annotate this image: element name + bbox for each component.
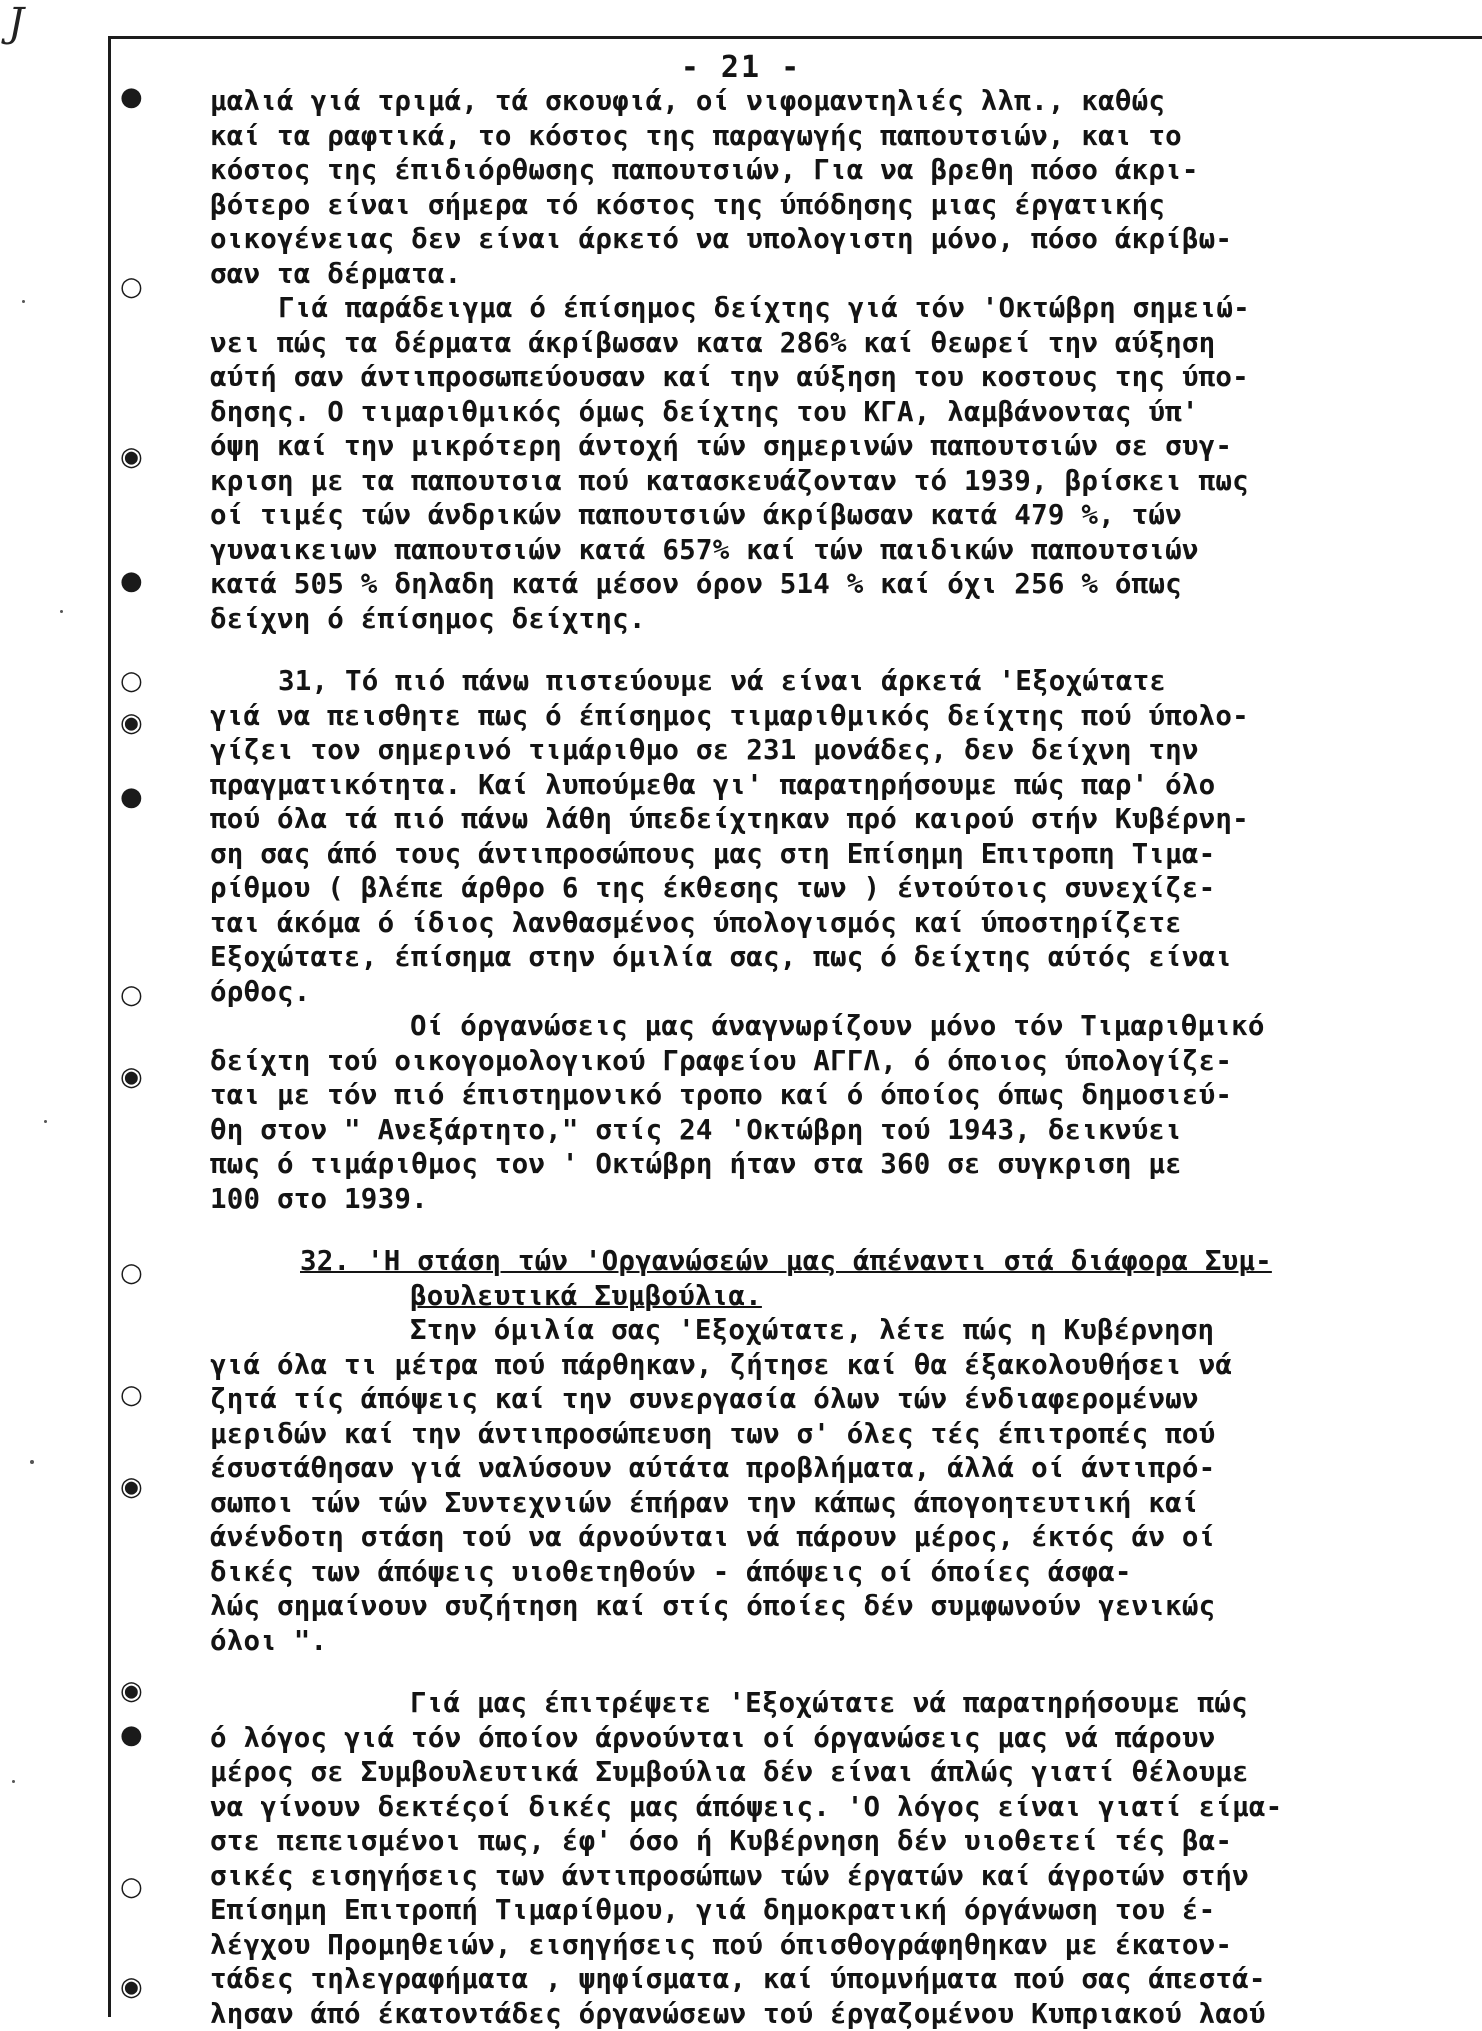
text-line: νει πώς τα δέρματα άκρίβωσαν κατα 286% καί θεωρεί την αύξηση (210, 326, 1450, 361)
punch-hole-icon: ○ (120, 1380, 143, 1410)
punch-hole-icon: ○ (120, 980, 143, 1010)
text-line: αύτή σαν άντιπροσωπεύουσαν καί την αύξηση του κοστους της ύπο- (210, 360, 1450, 395)
scan-speck (44, 1120, 47, 1123)
text-line: ση σας άπό τους άντιπροσώπους μας στη Επίσημη Επιτροπη Τιμα- (210, 837, 1450, 872)
text-line: πως ό τιμάριθμος τον ' Οκτώβρη ήταν στα 360 σε συγκριση με (210, 1147, 1450, 1182)
text-line: ζητά τίς άπόψεις καί την συνεργασία όλων τών ένδιαφερομένων (210, 1382, 1450, 1417)
text-line: δησης. Ο τιμαριθμικός όμως δείχτης του ΚΓΑ, λαμβάνοντας ύπ' (210, 395, 1450, 430)
punch-hole-icon: ◉ (120, 1676, 143, 1706)
punch-hole-icon: ● (120, 82, 143, 112)
text-line: δικές των άπόψεις υιοθετηθούν - άπόψεις οί όποίες άσφα- (210, 1555, 1450, 1590)
text-line: οικογένειας δεν είναι άρκετό να υπολογιστη μόνο, πόσο άκρίβω- (210, 222, 1450, 257)
scan-speck (30, 1460, 34, 1464)
punch-hole-icon: ○ (120, 272, 143, 302)
text-line: γίζει τον σημερινό τιμάριθμο σε 231 μονάδες, δεν δείχνη την (210, 733, 1450, 768)
text-line: άνένδοτη στάση τού να άρνούνται νά πάρουν μέρος, έκτός άν οί (210, 1520, 1450, 1555)
text-line: καί τα ραφτικά, το κόστος της παραγωγής παπουτσιών, και το (210, 119, 1450, 154)
text-line: λέγχου Προμηθειών, εισηγήσεις πού όπισθογράφηθηκαν με έκατον- (210, 1928, 1450, 1963)
text-line: Γιά μας έπιτρέψετε 'Εξοχώτατε νά παρατηρήσουμε πώς (210, 1686, 1450, 1721)
text-line: λησαν άπό έκατοντάδες όργανώσεων τού έργαζομένου Κυπριακού λαού (210, 1997, 1450, 2031)
text-line: 100 στο 1939. (210, 1182, 1450, 1217)
text-line: δείχτη τού οικογομολογικού Γραφείου ΑΓΓΛ, ό όποιος ύπολογίζε- (210, 1044, 1450, 1079)
text-line: κριση με τα παπουτσια πού κατασκευάζονταν τό 1939, βρίσκει πως (210, 464, 1450, 499)
scan-speck (60, 610, 63, 613)
text-line: Οί όργανώσεις μας άναγνωρίζουν μόνο τόν Τιμαριθμικό (210, 1009, 1450, 1044)
text-line: όρθος. (210, 975, 1450, 1010)
punch-hole-icon: ◉ (120, 1472, 143, 1502)
text-line: Στην όμιλία σας 'Εξοχώτατε, λέτε πώς η Κυβέρνηση (210, 1313, 1450, 1348)
punch-hole-icon: ● (120, 566, 143, 596)
text-line: Επίσημη Επιτροπή Τιμαρίθμου, γιά δημοκρατική όργάνωση του έ- (210, 1893, 1450, 1928)
text-line: ται άκόμα ό ίδιος λανθασμένος ύπολογισμός καί ύποστηρίζετε (210, 906, 1450, 941)
text-line: όψη καί την μικρότερη άντοχή τών σημερινών παπουτσιών σε συγ- (210, 429, 1450, 464)
text-line: έσυστάθησαν γιά ναλύσουν αύτάτα προβλήματα, άλλά οί άντιπρό- (210, 1451, 1450, 1486)
text-line: μεριδών καί την άντιπροσώπευση των σ' όλες τές έπιτροπές πού (210, 1417, 1450, 1452)
text-line: να γίνουν δεκτέςοί δικές μας άπόψεις. 'Ο λόγος είναι γιατί είμα- (210, 1790, 1450, 1825)
text-line: γιά όλα τι μέτρα πού πάρθηκαν, ζήτησε καί θα έξακολουθήσει νά (210, 1348, 1450, 1383)
text-line: κόστος της έπιδιόρθωσης παπουτσιών, Για να βρεθη πόσο άκρι- (210, 153, 1450, 188)
paragraph-gap (210, 1658, 1450, 1686)
paragraph-gap (210, 636, 1450, 664)
text-line: οί τιμές τών άνδρικών παπουτσιών άκρίβωσαν κατά 479 %, τών (210, 498, 1450, 533)
punch-hole-icon: ● (120, 1720, 143, 1750)
punch-hole-icon: ○ (120, 1258, 143, 1288)
punch-hole-icon: ◉ (120, 442, 143, 472)
document-body (210, 84, 1450, 2031)
text-line: δείχνη ό έπίσημος δείχτης. (210, 602, 1450, 637)
text-line: σωποι τών τών Συντεχνιών έπήραν την κάπως άπογοητευτική καί (210, 1486, 1450, 1521)
punch-hole-icon: ◉ (120, 708, 143, 738)
text-line: βότερο είναι σήμερα τό κόστος της ύπόδησης μιας έργατικής (210, 188, 1450, 223)
text-line: Γιά παράδειγμα ό έπίσημος δείχτης γιά τόν 'Οκτώβρη σημειώ- (210, 291, 1450, 326)
text-line: θη στον " Ανεξάρτητο," στίς 24 'Οκτώβρη τού 1943, δεικνύει (210, 1113, 1450, 1148)
margin-mark: J (8, 0, 24, 46)
text-line: σαν τα δέρματα. (210, 257, 1450, 292)
page-number: - 21 - (0, 50, 1482, 85)
text-line: λώς σημαίνουν συζήτηση καί στίς όποίες δέν συμφωνούν γενικώς (210, 1589, 1450, 1624)
paragraph-gap (210, 1216, 1450, 1244)
text-line: μαλιά γιά τριμά, τά σκουφιά, οί νιφομαντηλιές λλπ., καθώς (210, 84, 1450, 119)
text-line: 31, Τό πιό πάνω πιστεύουμε νά είναι άρκετά 'Εξοχώτατε (210, 664, 1450, 699)
text-line: βουλευτικά Συμβούλια. (210, 1279, 1450, 1314)
text-line: μέρος σε Συμβουλευτικά Συμβούλια δέν είναι άπλώς γιατί θέλουμε (210, 1755, 1450, 1790)
text-line: όλοι ". (210, 1624, 1450, 1659)
text-line: ται με τόν πιό έπιστημονικό τροπο καί ό όποίος όπως δημοσιεύ- (210, 1078, 1450, 1113)
punch-hole-icon: ○ (120, 1872, 143, 1902)
text-line: σικές εισηγήσεις των άντιπροσώπων τών έργατών καί άγροτών στήν (210, 1859, 1450, 1894)
text-line: πού όλα τά πιό πάνω λάθη ύπεδείχτηκαν πρό καιρού στήν Κυβέρνη- (210, 802, 1450, 837)
punch-hole-icon: ● (120, 782, 143, 812)
scan-speck (12, 1780, 15, 1783)
text-line: κατά 505 % δηλαδη κατά μέσον όρον 514 % καί όχι 256 % όπως (210, 567, 1450, 602)
punch-hole-icon: ○ (120, 666, 143, 696)
scan-speck (22, 300, 25, 303)
text-line: πραγματικότητα. Καί λυπούμεθα γι' παρατηρήσουμε πώς παρ' όλο (210, 768, 1450, 803)
text-line: Εξοχώτατε, έπίσημα στην όμιλία σας, πως ό δείχτης αύτός είναι (210, 940, 1450, 975)
text-line: στε πεπεισμένοι πως, έφ' όσο ή Κυβέρνηση δέν υιοθετεί τές βα- (210, 1824, 1450, 1859)
text-line: τάδες τηλεγραφήματα , ψηφίσματα, καί ύπομνήματα πού σας άπεστά- (210, 1962, 1450, 1997)
punch-hole-icon: ◉ (120, 1062, 143, 1092)
text-line: γυναικειων παπουτσιών κατά 657% καί τών παιδικών παπουτσιών (210, 533, 1450, 568)
text-line: ό λόγος γιά τόν όποίον άρνούνται οί όργανώσεις μας νά πάρουν (210, 1721, 1450, 1756)
text-line: γιά να πεισθητε πως ό έπίσημος τιμαριθμικός δείχτης πού ύπολο- (210, 699, 1450, 734)
text-line: ρίθμου ( βλέπε άρθρο 6 της έκθεσης των ) έντούτοις συνεχίζε- (210, 871, 1450, 906)
punch-hole-icon: ◉ (120, 1972, 143, 2002)
text-line: 32. 'Η στάση τών 'Οργανώσεών μας άπέναντι στά διάφορα Συμ- (210, 1244, 1450, 1279)
